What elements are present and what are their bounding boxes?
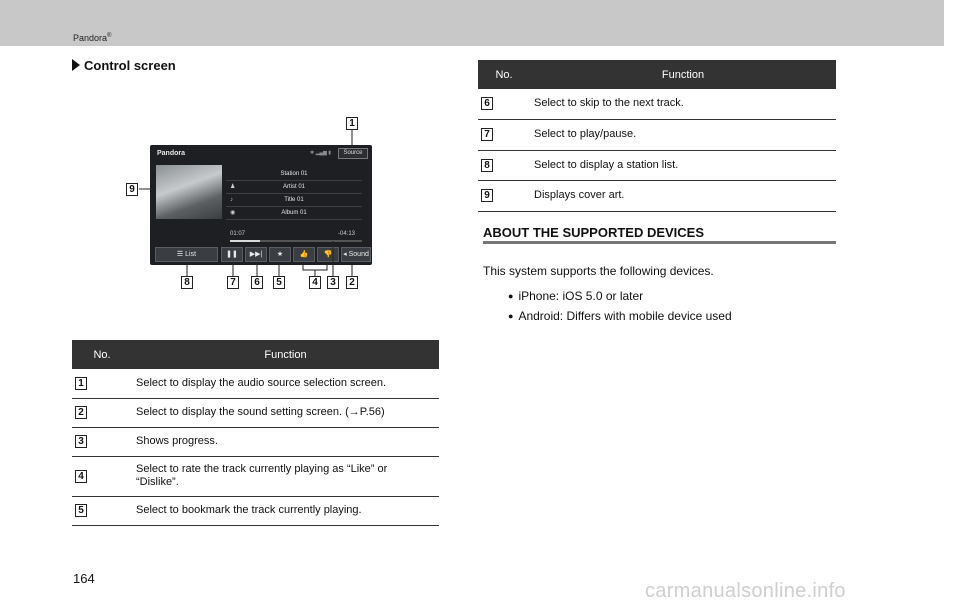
supported-devices-intro: This system supports the following devices. (483, 264, 714, 278)
heading-rule (483, 241, 836, 244)
row-number: 2 (75, 406, 87, 419)
row-function: Select to rate the track currently playing as “Like” or “Dislike”. (132, 456, 439, 496)
like-button[interactable] (293, 247, 315, 262)
callout-5: 5 (273, 276, 285, 289)
title-row: ♪ Title 01 (226, 194, 362, 207)
thumbs-up-icon: 👍 (299, 251, 309, 258)
triangle-right-icon (72, 59, 80, 71)
page-number: 164 (73, 571, 95, 586)
callout-3: 3 (327, 276, 339, 289)
function-table-left (72, 340, 439, 526)
table-row (72, 456, 439, 496)
row-function: Displays cover art. (530, 180, 836, 211)
bookmark-button[interactable] (269, 247, 291, 262)
star-icon: ★ (276, 251, 284, 258)
callout-2: 2 (346, 276, 358, 289)
header-function: Function (132, 340, 439, 369)
artist-row: ♟ Artist 01 (226, 181, 362, 194)
row-number: 4 (75, 470, 87, 483)
table-row (478, 119, 836, 150)
callout-6: 6 (251, 276, 263, 289)
row-number: 3 (75, 435, 87, 448)
status-icons: ✱ ▂▄▆ ▮ (310, 150, 331, 156)
station-name: Station 01 (226, 168, 362, 181)
function-table-right (478, 60, 836, 212)
control-screen-title: Control screen (72, 58, 176, 73)
list-button[interactable]: ☰ List (155, 247, 218, 262)
table-header-row (72, 340, 439, 369)
pause-icon: ❚❚ (226, 251, 238, 258)
sound-button[interactable]: ◂ Sound (341, 247, 371, 262)
header-no: No. (72, 340, 132, 369)
row-number: 7 (481, 128, 493, 141)
list-item: ● Android: Differs with mobile device used (508, 309, 732, 329)
callout-4: 4 (309, 276, 321, 289)
row-number: 9 (481, 189, 493, 202)
row-function: Select to bookmark the track currently playing. (132, 496, 439, 525)
screen-title: Pandora (157, 150, 186, 157)
callout-8: 8 (181, 276, 193, 289)
header-no: No. (478, 60, 530, 89)
callout-7: 7 (227, 276, 239, 289)
dislike-button[interactable] (317, 247, 339, 262)
row-number: 5 (75, 504, 87, 517)
watermark: carmanualsonline.info (645, 580, 846, 602)
track-info (226, 168, 362, 220)
elapsed-time: 01:07 (230, 231, 246, 237)
table-header-row (478, 60, 836, 89)
artist-icon: ♟ (230, 184, 236, 190)
table-row (72, 496, 439, 525)
remaining-time: -04:13 (338, 231, 356, 237)
skip-next-icon: ▶▶| (249, 251, 263, 258)
table-row (478, 180, 836, 211)
album-icon: ◉ (230, 210, 236, 216)
table-row (478, 89, 836, 119)
header-function: Function (530, 60, 836, 89)
row-number: 8 (481, 159, 493, 172)
progress-bar (230, 240, 362, 242)
speaker-icon: ◂ (343, 251, 347, 258)
row-function: Select to play/pause. (530, 119, 836, 150)
progress-fill (230, 240, 260, 242)
row-function: Select to display the audio source selection screen. (132, 369, 439, 398)
table-row (72, 369, 439, 398)
row-function: Shows progress. (132, 427, 439, 456)
callout-9: 9 (126, 183, 138, 196)
row-function: Select to skip to the next track. (530, 89, 836, 119)
skip-button[interactable] (245, 247, 267, 262)
supported-devices-heading: ABOUT THE SUPPORTED DEVICES (483, 225, 705, 240)
music-note-icon: ♪ (230, 197, 233, 203)
screen-button-bar (155, 247, 367, 262)
list-icon: ☰ (176, 251, 184, 258)
cover-art (156, 165, 222, 219)
row-function: Select to display a station list. (530, 150, 836, 180)
table-row (72, 427, 439, 456)
supported-devices-list (508, 289, 732, 329)
pandora-control-screen (150, 145, 372, 265)
table-row (478, 150, 836, 180)
source-button[interactable]: Source (338, 148, 368, 159)
table-row (72, 398, 439, 427)
thumbs-down-icon: 👎 (323, 251, 333, 258)
row-number: 6 (481, 97, 493, 110)
album-row: ◉ Album 01 (226, 207, 362, 220)
callout-1: 1 (346, 117, 358, 130)
row-number: 1 (75, 377, 87, 390)
header-section-title: Pandora® (73, 33, 112, 43)
list-item: ● iPhone: iOS 5.0 or later (508, 289, 732, 309)
row-function: Select to display the sound setting screen. (→P.56) (132, 398, 439, 427)
header-band (0, 0, 944, 46)
play-pause-button[interactable] (221, 247, 243, 262)
